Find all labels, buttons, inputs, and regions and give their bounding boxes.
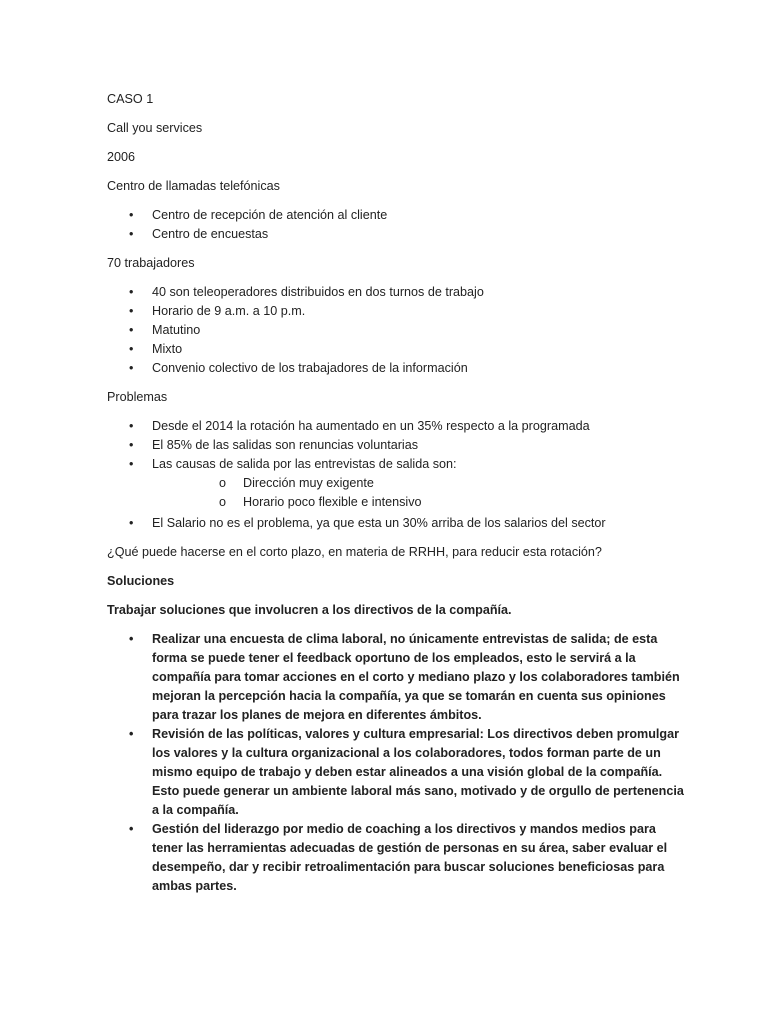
list-item: • Revisión de las políticas, valores y cultura empresarial: Los directivos deben promulgar los valores y la cultura organizacional a los colaboradores, todos forman parte de un mismo equipo de trabajo y deben estar alineados a una visión global de la compañía. Esto puede generar un ambiente laboral más sano, motivado y de orgullo de pertenencia a la compañía.	[129, 727, 684, 817]
bullet-icon: •	[129, 208, 134, 222]
bullet-icon: •	[129, 342, 134, 356]
list-item: • Realizar una encuesta de clima laboral, no únicamente entrevistas de salida; de esta forma se puede tener el feedback oportuno de los empleados, esto le servirá a la compañía para tomar acciones en el corto y mediano plazo y los colaboradores también mejoran la percepción hacia la compañía, ya que se tomarán en cuenta sus opiniones para trazar los planes de mejora en diferentes ámbitos.	[129, 632, 680, 722]
case-heading: CASO 1	[107, 92, 154, 106]
staff-count: 70 trabajadores	[107, 256, 195, 270]
bullet-icon: •	[129, 516, 134, 530]
solutions-list	[107, 630, 687, 896]
staff-list	[107, 283, 687, 378]
causes-sublist	[152, 474, 687, 512]
bullet-icon: •	[129, 632, 134, 646]
circle-bullet-icon: o	[219, 495, 227, 509]
business-list	[107, 206, 687, 244]
list-item: • Mixto	[107, 340, 687, 359]
bullet-icon: •	[129, 323, 134, 337]
list-item: • El Salario no es el problema, ya que esta un 30% arriba de los salarios del sector	[107, 514, 687, 533]
bullet-icon: •	[129, 419, 134, 433]
company-name: Call you services	[107, 121, 203, 135]
list-item: • Las causas de salida por las entrevistas de salida son: o Dirección muy exigente o Horario poco flexible e intensivo	[107, 455, 687, 512]
list-item: • Desde el 2014 la rotación ha aumentado en un 35% respecto a la programada	[107, 417, 687, 436]
list-item: • Convenio colectivo de los trabajadores de la información	[107, 359, 687, 378]
sublist-item: o Horario poco flexible e intensivo	[152, 493, 687, 512]
question-text: ¿Qué puede hacerse en el corto plazo, en materia de RRHH, para reducir esta rotación?	[107, 545, 602, 559]
solutions-heading: Soluciones	[107, 574, 175, 588]
bullet-icon: •	[129, 457, 134, 471]
bullet-icon: •	[129, 438, 134, 452]
list-item: • Matutino	[107, 321, 687, 340]
bullet-icon: •	[129, 361, 134, 375]
circle-bullet-icon: o	[219, 476, 227, 490]
list-item: • Horario de 9 a.m. a 10 p.m.	[107, 302, 687, 321]
list-item: • El 85% de las salidas son renuncias voluntarias	[107, 436, 687, 455]
list-item: • 40 son teleoperadores distribuidos en dos turnos de trabajo	[107, 283, 687, 302]
bullet-icon: •	[129, 304, 134, 318]
bullet-icon: •	[129, 822, 134, 836]
founding-year: 2006	[107, 150, 136, 164]
business-description: Centro de llamadas telefónicas	[107, 179, 280, 193]
problems-heading: Problemas	[107, 390, 168, 404]
sublist-item: o Dirección muy exigente	[152, 474, 687, 493]
document-body	[107, 90, 687, 906]
bullet-icon: •	[129, 227, 134, 241]
list-item: • Centro de recepción de atención al cliente	[107, 206, 687, 225]
list-item: • Gestión del liderazgo por medio de coaching a los directivos y mandos medios para tener las herramientas adecuadas de gestión de personas en su área, saber evaluar el desempeño, dar y recibir retroalimentación para buscar soluciones beneficiosas para ambas partes.	[129, 822, 668, 893]
problems-list	[107, 417, 687, 533]
bullet-icon: •	[129, 727, 134, 741]
bullet-icon: •	[129, 285, 134, 299]
solutions-intro: Trabajar soluciones que involucren a los directivos de la compañía.	[107, 603, 512, 617]
list-item: • Centro de encuestas	[107, 225, 687, 244]
